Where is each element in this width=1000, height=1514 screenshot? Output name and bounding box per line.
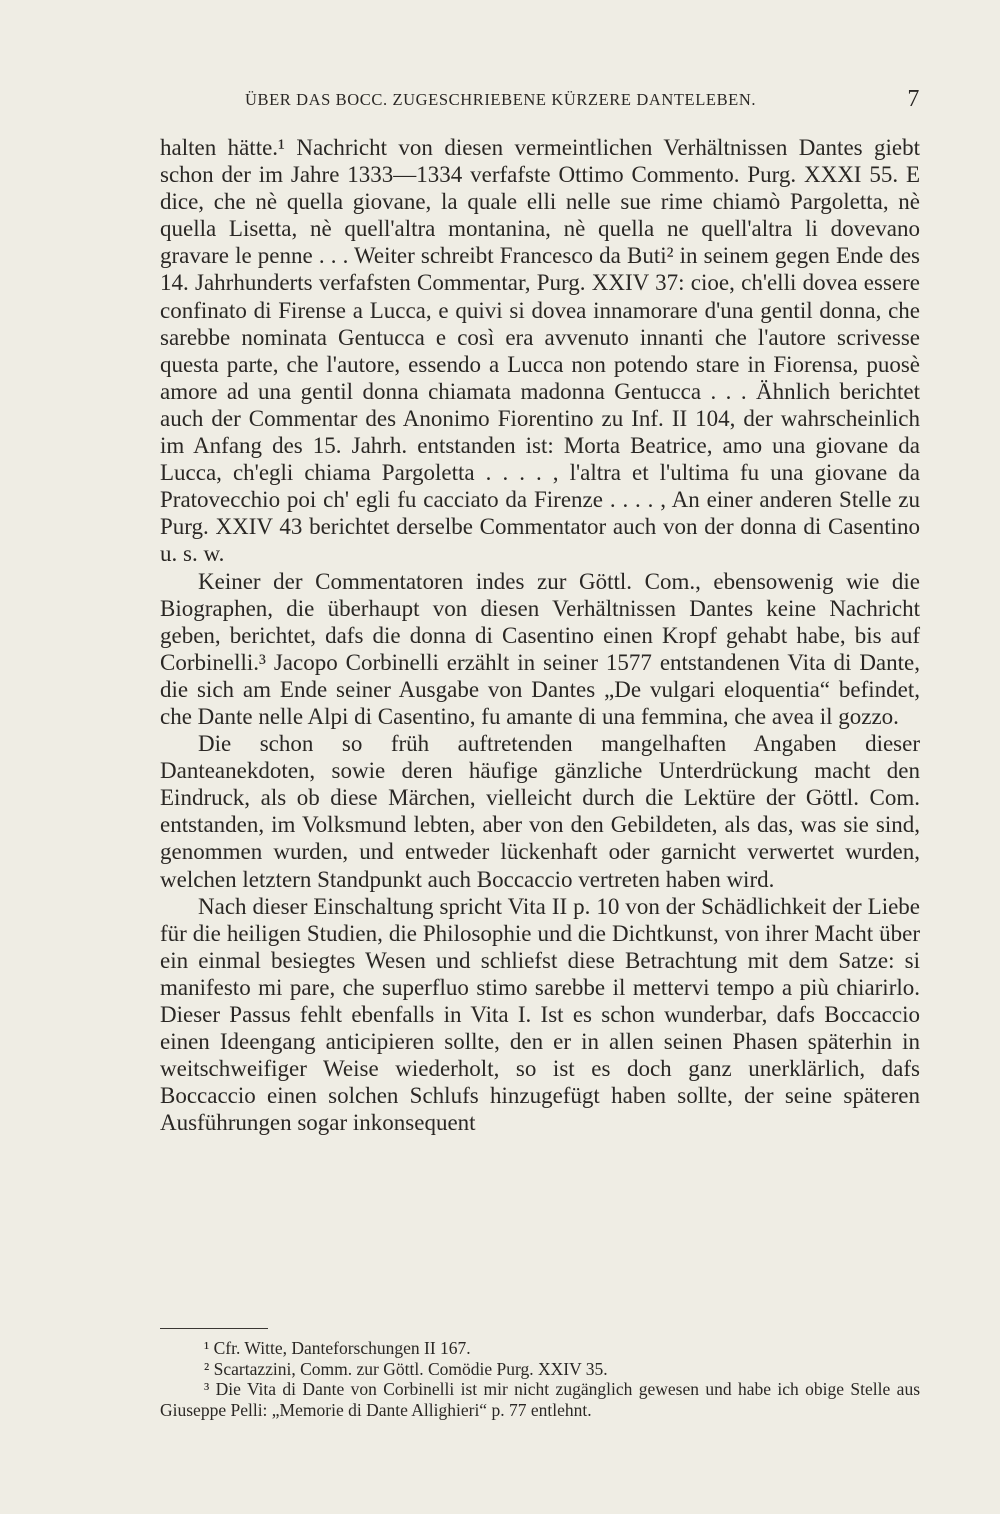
main-text: [160, 134, 920, 1136]
footnote-1: ¹ Cfr. Witte, Danteforschungen II 167.: [204, 1338, 471, 1358]
paragraph: halten hätte.¹ Nachricht von diesen vermeintlichen Verhältnissen Dantes giebt schon der im Jahre 1333—1334 verfafste Ottimo Commento. Purg. XXXI 55. E dice, che nè quella giovane, la quale elli nelle sue rime chiamò Pargoletta, nè quella Lisetta, nè quell'altra montanina, nè quella ne quell'altra li dovevano gravare le penne . . . Weiter schreibt Francesco da Buti² in seinem gegen Ende des 14. Jahrhunderts verfafsten Commentar, Purg. XXIV 37: cioe, ch'elli dovea essere confinato di Firense a Lucca, e quivi si dovea innamorare d'una gentil donna, che sarebbe nominata Gentucca e così era avvenuto innanti che l'autore scrivesse questa parte, che l'autore, essendo a Lucca non potendo stare in Fiorensa, puosè amore ad una gentil donna chiamata madonna Gentucca . . . Ähnlich berichtet auch der Commentar des Anonimo Fiorentino zu Inf. II 104, der wahrscheinlich im Anfang des 15. Jahrh. entstanden ist: Morta Beatrice, amo una giovane da Lucca, ch'egli chiama Pargoletta . . . . , l'altra et l'ultima fu una giovane da Pratovecchio poi ch' egli fu cacciato da Firenze . . . . , An einer anderen Stelle zu Purg. XXIV 43 berichtet derselbe Commentator auch von der donna di Casentino u. s. w.: [160, 135, 920, 567]
page-number: 7: [907, 86, 920, 112]
page-header: [160, 86, 920, 116]
footnote-3: ³ Die Vita di Dante von Corbinelli ist mir nicht zugänglich gewesen und habe ich obige Stelle aus Giuseppe Pelli: „Memorie di Dante Allighieri“ p. 77 entlehnt.: [160, 1379, 920, 1420]
footnote-rule: [160, 1328, 268, 1329]
paragraph: Keiner der Commentatoren indes zur Göttl. Com., ebensowenig wie die Biographen, die überhaupt von diesen Verhältnissen Dantes keine Nachricht geben, berichtet, dafs die donna di Casentino einen Kropf gehabt habe, bis auf Corbinelli.³ Jacopo Corbinelli erzählt in seiner 1577 entstandenen Vita di Dante, die sich am Ende seiner Ausgabe von Dantes „De vulgari eloquentia“ befindet, che Dante nelle Alpi di Casentino, fu amante di una femmina, che avea il gozzo.: [160, 568, 920, 729]
running-title: ÜBER DAS BOCC. ZUGESCHRIEBENE KÜRZERE DANTELEBEN.: [245, 90, 757, 109]
paragraph: Nach dieser Einschaltung spricht Vita II p. 10 von der Schädlichkeit der Liebe für die heiligen Studien, die Philosophie und die Dichtkunst, von ihrer Macht über ein einmal besiegtes Wesen und schliefst diese Betrachtung mit dem Satze: si manifesto mi pare, che superfluo stimo sarebbe il mettervi tempo a più chiarirlo. Dieser Passus fehlt ebenfalls in Vita I. Ist es schon wunderbar, dafs Boccaccio einen Ideengang anticipieren sollte, den er in allen seinen Phasen späterhin in weitschweifiger Weise wiederholt, so ist es doch ganz unerklärlich, dafs Boccaccio einen solchen Schlufs hinzugefügt haben sollte, der seine späteren Ausführungen sogar inkonsequent: [160, 893, 920, 1136]
footnote-2: ² Scartazzini, Comm. zur Göttl. Comödie Purg. XXIV 35.: [204, 1358, 608, 1379]
paragraph: Die schon so früh auftretenden mangelhaften Angaben dieser Danteanekdoten, sowie deren häufige gänzliche Unterdrückung macht den Eindruck, als ob diese Märchen, vielleicht durch die Lektüre der Göttl. Com. entstanden, im Volksmund lebten, aber von den Gebildeten, als das, was sie sind, genommen wurden, und entweder lückenhaft oder garnicht verwertet wurden, welchen letztern Standpunkt auch Boccaccio vertreten haben wird.: [160, 731, 920, 892]
footnotes: [160, 1338, 920, 1420]
